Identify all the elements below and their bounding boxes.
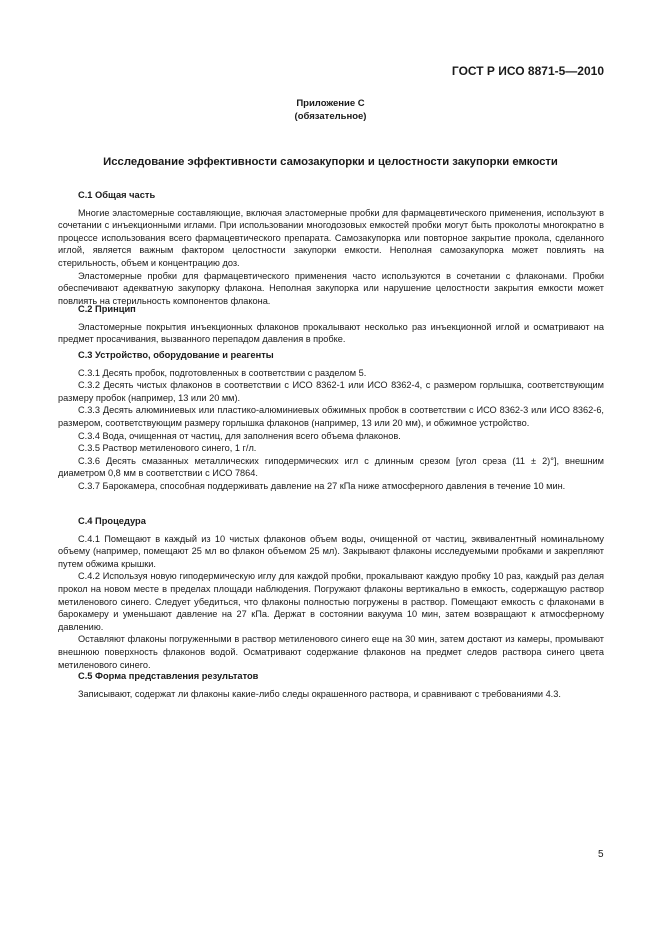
paragraph: Оставляют флаконы погруженными в раствор метиленового синего еще на 30 мин, затем достают из камеры, промывают внешнюю поверхность флаконов водой. Осматривают содержание флаконов на предмет следов раствора синего цвета метиленового синего. bbox=[58, 634, 604, 670]
paragraph: С.3.3 Десять алюминиевых или пластико-алюминиевых обжимных пробок в соответствии с ИСО 8362-3 или ИСО 8362-6, размером, соответствующим размеру горлышка флаконов (например, 13 или 20 мм), и обжимное устройство. bbox=[58, 405, 604, 428]
appendix-label: Приложение С bbox=[296, 98, 365, 109]
paragraph: Эластомерные пробки для фармацевтического применения часто используются в сочетании с флаконами. Пробки обеспечивают адекватную закупорку флакона. Неполная закупорка или нарушение целостности закрытия емкости может повлиять на стерильность компонентов флакона. bbox=[58, 270, 604, 306]
paragraph: Записывают, содержат ли флаконы какие-либо следы окрашенного раствора, и сравнивают с требованиями 4.3. bbox=[78, 688, 561, 699]
section-c4 bbox=[58, 515, 604, 671]
section-heading: С.5 Форма представления результатов bbox=[78, 671, 259, 681]
section-c2 bbox=[58, 303, 604, 346]
section-heading: С.4 Процедура bbox=[78, 516, 146, 526]
paragraph: С.3.2 Десять чистых флаконов в соответствии с ИСО 8362-1 или ИСО 8362-4, с размером горлышка, соответствующим размеру пробок (например, 13 или 20 мм). bbox=[58, 380, 604, 403]
paragraph: Многие эластомерные составляющие, включая эластомерные пробки для фармацевтического применения, используют в сочетании с инъекционными иглами. При использовании многодозовых емкостей пробки могут быть проколоты многократно в процессе использования всего фармацевтического препарата. Самозакупорка или повторное закрытие прокола, сделанного иглой, является важным фактором целостности закупорки емкости. Неполная самозакупорка может повлиять на стерильность, объем и концентрацию доз. bbox=[58, 207, 604, 268]
section-heading: С.1 Общая часть bbox=[78, 190, 156, 200]
section-c1 bbox=[58, 189, 604, 307]
section-heading: С.3 Устройство, оборудование и реагенты bbox=[78, 350, 274, 360]
paragraph: Эластомерные покрытия инъекционных флаконов прокалывают несколько раз инъекционной иглой и осматривают на предмет просачивания, вызванного перепадом давления в пробке. bbox=[58, 321, 604, 345]
section-c3 bbox=[58, 349, 604, 493]
paragraph: С.3.6 Десять смазанных металлических гиподермических игл с длинным срезом [угол среза (11 ± 2)°], внешним диаметром 0,8 мм в соответствии с ИСО 7864. bbox=[58, 455, 604, 479]
paragraph: С.4.1 Помещают в каждый из 10 чистых флаконов объем воды, очищенной от частиц, эквивалентный номинальному объему (например, помещают 25 мл во флакон объемом 25 мл). Закрывают флаконы исследуемыми пробками и закрепляют путем обжима крышки. bbox=[58, 533, 604, 569]
paragraph: С.3.5 Раствор метиленового синего, 1 г/л. bbox=[78, 443, 257, 454]
appendix-status: (обязательное) bbox=[294, 111, 367, 122]
paragraph: С.3.1 Десять пробок, подготовленных в соответствии с разделом 5. bbox=[78, 367, 367, 378]
page-number: 5 bbox=[598, 849, 604, 860]
appendix-title: Исследование эффективности самозакупорки и целостности закупорки емкости bbox=[103, 156, 558, 168]
paragraph: С.3.4 Вода, очищенная от частиц, для заполнения всего объема флаконов. bbox=[78, 430, 401, 441]
section-c5 bbox=[58, 670, 604, 700]
document-header: ГОСТ Р ИСО 8871-5—2010 bbox=[451, 64, 604, 78]
paragraph: С.4.2 Используя новую гиподермическую иглу для каждой пробки, прокалывают каждую пробку 10 раз, каждый раз делая прокол на новом месте в пределах площади наблюдения. Погружают флаконы вертикально в емкость, содержащую раствор метиленового синего. Следует убедиться, что флаконы полностью погружены в раствор. Помещают емкость с флаконами в барокамеру и уменьшают давление на 27 кПа. Держат в состоянии вакуума 10 мин, затем возвращают к атмосферному давлению. bbox=[58, 571, 604, 632]
paragraph: С.3.7 Барокамера, способная поддерживать давление на 27 кПа ниже атмосферного давления в течение 10 мин. bbox=[78, 480, 566, 491]
section-heading: С.2 Принцип bbox=[78, 304, 136, 314]
